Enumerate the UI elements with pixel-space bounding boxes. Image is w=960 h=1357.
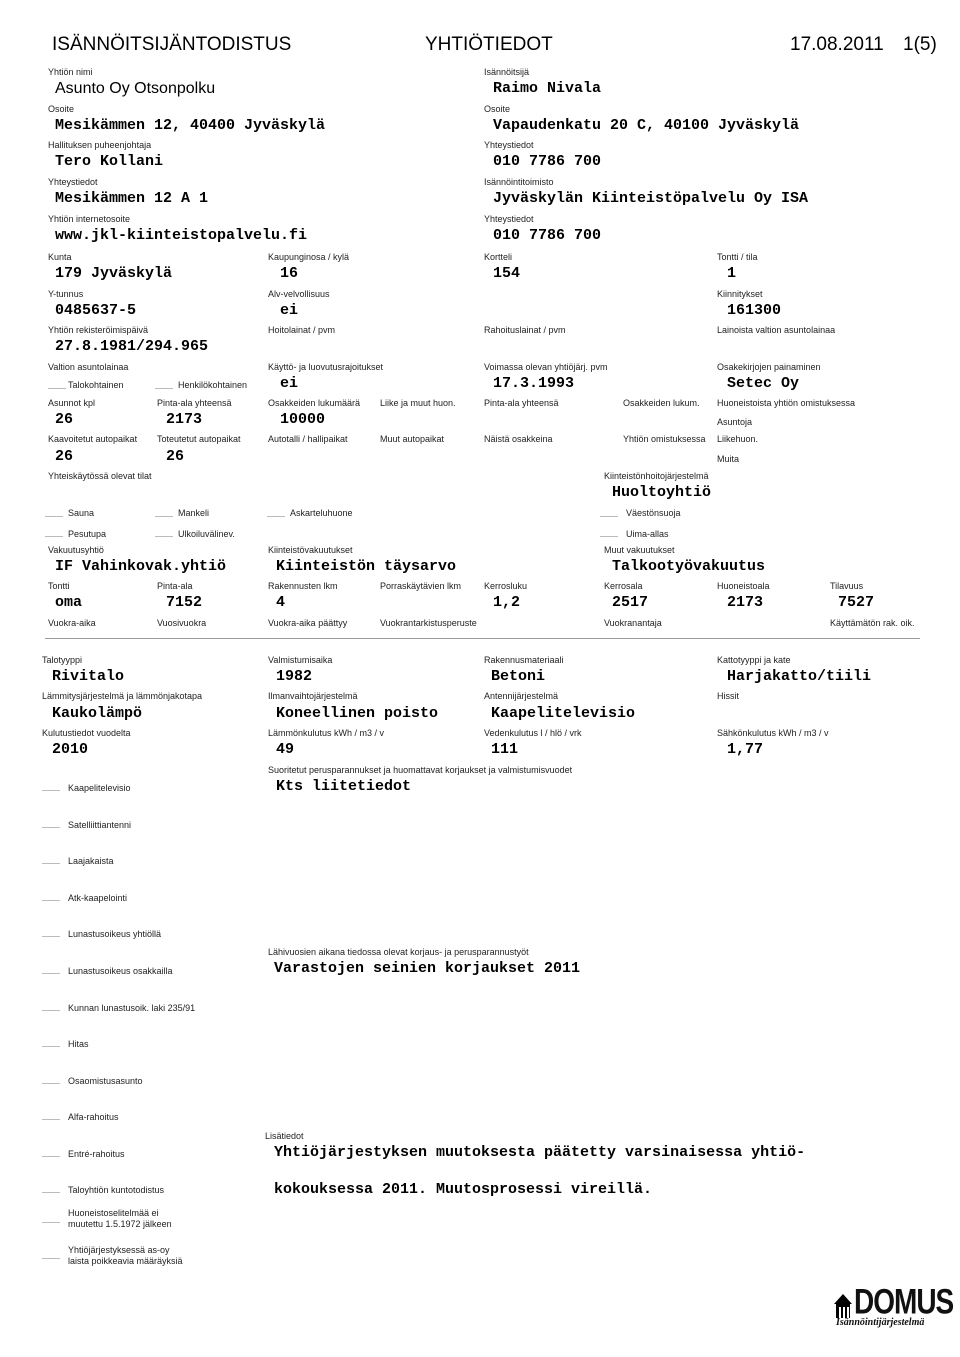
chair-value: Tero Kollani xyxy=(55,153,164,170)
rakennusten-label: Rakennusten lkm xyxy=(268,581,338,591)
tila-askartelu: Askarteluhuone xyxy=(290,508,353,518)
valtion-label: Valtion asuntolainaa xyxy=(48,362,129,372)
ytunnus-value: 0485637-5 xyxy=(55,302,137,319)
osakekirjat-value: Setec Oy xyxy=(727,375,800,392)
company-name-label: Yhtiön nimi xyxy=(48,67,93,77)
valmistuminen-value: 1982 xyxy=(276,668,313,685)
kunta-value: 179 Jyväskylä xyxy=(55,265,173,282)
liikehuon-label: Liikehuon. xyxy=(717,434,759,444)
page-number: 1(5) xyxy=(903,34,937,55)
check-huoneistoseloste-1: Huoneistoselitelmää ei xyxy=(68,1208,159,1218)
vakuutusyhtio-value: IF Vahinkovak.yhtiö xyxy=(55,558,227,575)
kiinteistovak-value: Kiinteistön täysarvo xyxy=(276,558,457,575)
henkilokohtainen-label: Henkilökohtainen xyxy=(178,380,248,390)
alv-value: ei xyxy=(280,302,299,319)
tilavuus-label: Tilavuus xyxy=(830,581,864,591)
tontti-value: 1 xyxy=(727,265,737,282)
perusparannukset-value: Kts liitetiedot xyxy=(276,778,412,795)
tilavuus-value: 7527 xyxy=(838,594,875,611)
manager-contact-label: Yhteystiedot xyxy=(484,140,534,150)
voimassa-label: Voimassa olevan yhtiöjärj. pvm xyxy=(484,362,608,372)
website-label: Yhtiön internetosoite xyxy=(48,214,131,224)
tila-ulkoiluvaline: Ulkoiluvälinev. xyxy=(178,529,235,539)
domus-logo xyxy=(832,1276,954,1330)
muut-vak-label: Muut vakuutukset xyxy=(604,545,675,555)
antenni-value: Kaapelitelevisio xyxy=(491,705,636,722)
toteutetut-label: Toteutetut autopaikat xyxy=(157,434,241,444)
check-lunastus-osakkailla: Lunastusoikeus osakkailla xyxy=(68,966,173,976)
check-entre: Entré-rahoitus xyxy=(68,1149,125,1159)
osakkeiden-lkm-label: Osakkeiden lukumäärä xyxy=(268,398,361,408)
check-kaapeli: Kaapelitelevisio xyxy=(68,783,131,793)
pintaala3-label: Pinta-ala xyxy=(157,581,193,591)
tontti-label: Tontti / tila xyxy=(717,252,758,262)
perusparannukset-label: Suoritetut perusparannukset ja huomattavat korjaukset ja valmistumisvuodet xyxy=(268,765,573,775)
yhtion-omist-label: Yhtiön omistuksessa xyxy=(623,434,706,444)
manager-address-value: Vapaudenkatu 20 C, 40100 Jyväskylä xyxy=(493,117,800,134)
kerrosala-label: Kerrosala xyxy=(604,581,643,591)
muut-autopaikat-label: Muut autopaikat xyxy=(380,434,445,444)
ytunnus-label: Y-tunnus xyxy=(48,289,84,299)
office-contact-value: 010 7786 700 xyxy=(493,227,602,244)
hoitolainat-label: Hoitolainat / pvm xyxy=(268,325,336,335)
kaupunginosa-label: Kaupunginosa / kylä xyxy=(268,252,350,262)
voimassa-value: 17.3.1993 xyxy=(493,375,575,392)
kulutus-label: Kulutustiedot vuodelta xyxy=(42,728,131,738)
manager-label: Isännöitsijä xyxy=(484,67,530,77)
toteutetut-value: 26 xyxy=(166,448,185,465)
vedenkulutus-value: 111 xyxy=(491,741,519,758)
liike-label: Liike ja muut huon. xyxy=(380,398,456,408)
huoneistoala-value: 2173 xyxy=(727,594,764,611)
manager-contact-value: 010 7786 700 xyxy=(493,153,602,170)
kortteli-label: Kortteli xyxy=(484,252,513,262)
hissit-label: Hissit xyxy=(717,691,739,701)
sahkonkulutus-label: Sähkönkulutus kWh / m3 / v xyxy=(717,728,829,738)
osakkeiden-lukum2-label: Osakkeiden lukum. xyxy=(623,398,700,408)
tontti2-value: oma xyxy=(55,594,83,611)
chair-contact-value: Mesikämmen 12 A 1 xyxy=(55,190,209,207)
check-satelliitti: Satelliittiantenni xyxy=(68,820,132,830)
antenni-label: Antennijärjestelmä xyxy=(484,691,559,701)
check-poikkeavia-2: laista poikkeavia määräyksiä xyxy=(68,1256,183,1266)
check-atk: Atk-kaapelointi xyxy=(68,893,128,903)
address-value: Mesikämmen 12, 40400 Jyväskylä xyxy=(55,117,326,134)
document-title: ISÄNNÖITSIJÄNTODISTUS xyxy=(52,34,292,55)
office-contact-label: Yhteystiedot xyxy=(484,214,534,224)
website-value: www.jkl-kiinteistopalvelu.fi xyxy=(55,227,308,244)
tila-vaestonsuoja: Väestönsuoja xyxy=(626,508,681,518)
huoneistoala-label: Huoneistoala xyxy=(717,581,770,591)
ilmanvaihto-value: Koneellinen poisto xyxy=(276,705,439,722)
rekisterointi-value: 27.8.1981/294.965 xyxy=(55,338,209,355)
kiinnitykset-label: Kiinnitykset xyxy=(717,289,763,299)
check-alfa: Alfa-rahoitus xyxy=(68,1112,119,1122)
vedenkulutus-label: Vedenkulutus l / hlö / vrk xyxy=(484,728,582,738)
vuosivuokra-label: Vuosivuokra xyxy=(157,618,207,628)
kortteli-value: 154 xyxy=(493,265,521,282)
muut-vak-value: Talkootyövakuutus xyxy=(612,558,766,575)
talotyyppi-value: Rivitalo xyxy=(52,668,125,685)
section-title: YHTIÖTIEDOT xyxy=(425,34,553,55)
alv-label: Alv-velvollisuus xyxy=(268,289,330,299)
asunnot-label: Asunnot kpl xyxy=(48,398,96,408)
manager-value: Raimo Nivala xyxy=(493,80,602,97)
lahivuosien-value: Varastojen seinien korjaukset 2011 xyxy=(274,960,581,977)
kayttamaton-label: Käyttämätön rak. oik. xyxy=(830,618,915,628)
lammonkulutus-label: Lämmönkulutus kWh / m3 / v xyxy=(268,728,385,738)
lammitys-value: Kaukolämpö xyxy=(52,705,143,722)
porras-label: Porraskäytävien lkm xyxy=(380,581,462,591)
kaytto-value: ei xyxy=(280,375,299,392)
lisatiedot-label: Lisätiedot xyxy=(265,1131,304,1141)
manager-address-label: Osoite xyxy=(484,104,511,114)
vakuutusyhtio-label: Vakuutusyhtiö xyxy=(48,545,104,555)
check-huoneistoseloste-2: muutettu 1.5.1972 jälkeen xyxy=(68,1219,172,1229)
asuntoja-label: Asuntoja xyxy=(717,417,753,427)
address-label: Osoite xyxy=(48,104,75,114)
logo-brand: DOMUS xyxy=(854,1282,954,1321)
vuokrantark-label: Vuokrantarkistusperuste xyxy=(380,618,477,628)
office-value: Jyväskylän Kiinteistöpalvelu Oy ISA xyxy=(493,190,809,207)
lammonkulutus-value: 49 xyxy=(276,741,295,758)
kattotyyppi-value: Harjakatto/tiili xyxy=(727,668,872,685)
kerrosluku-label: Kerrosluku xyxy=(484,581,528,591)
kattotyyppi-label: Kattotyyppi ja kate xyxy=(717,655,791,665)
autotalli-label: Autotalli / hallipaikat xyxy=(268,434,348,444)
kaavoitetut-label: Kaavoitetut autopaikat xyxy=(48,434,138,444)
check-poikkeavia-1: Yhtiöjärjestyksessä as-oy xyxy=(68,1245,170,1255)
document-date: 17.08.2011 xyxy=(790,34,884,55)
kerrosala-value: 2517 xyxy=(612,594,649,611)
kiinnitykset-value: 161300 xyxy=(727,302,782,319)
lahivuosien-label: Lähivuosien aikana tiedossa olevat korjaus- ja perusparannustyöt xyxy=(268,947,529,957)
muita-label: Muita xyxy=(717,454,740,464)
pintaala2-label: Pinta-ala yhteensä xyxy=(484,398,559,408)
hoitojarjestelma-value: Huoltoyhtiö xyxy=(612,484,712,501)
pintaala-value: 2173 xyxy=(166,411,203,428)
osakekirjat-label: Osakekirjojen painaminen xyxy=(717,362,821,372)
naista-label: Näistä osakkeina xyxy=(484,434,553,444)
tila-pesutupa: Pesutupa xyxy=(68,529,107,539)
rakennusten-value: 4 xyxy=(276,594,286,611)
tila-mankeli: Mankeli xyxy=(178,508,210,518)
check-laajakaista: Laajakaista xyxy=(68,856,114,866)
chair-contact-label: Yhteystiedot xyxy=(48,177,98,187)
asunnot-value: 26 xyxy=(55,411,74,428)
osakkeiden-lkm-value: 10000 xyxy=(280,411,326,428)
talokohtainen-label: Talokohtainen xyxy=(68,380,124,390)
kerrosluku-value: 1,2 xyxy=(493,594,521,611)
talotyyppi-label: Talotyyppi xyxy=(42,655,83,665)
tontti2-label: Tontti xyxy=(48,581,70,591)
lammitys-label: Lämmitysjärjestelmä ja lämmönjakotapa xyxy=(42,691,203,701)
check-kuntotodistus: Taloyhtiön kuntotodistus xyxy=(68,1185,165,1195)
rahoituslainat-label: Rahoituslainat / pvm xyxy=(484,325,566,335)
check-lunastus-yhtio: Lunastusoikeus yhtiöllä xyxy=(68,929,162,939)
kiinteistovak-label: Kiinteistövakuutukset xyxy=(268,545,353,555)
office-label: Isännöintitoimisto xyxy=(484,177,554,187)
kaupunginosa-value: 16 xyxy=(280,265,299,282)
logo-tagline: Isännöintijärjestelmä xyxy=(836,1317,925,1328)
check-osaomistus: Osaomistusasunto xyxy=(68,1076,143,1086)
lisatiedot-line-1: Yhtiöjärjestyksen muutoksesta päätetty varsinaisessa yhtiö- xyxy=(274,1144,806,1161)
pintaala-label: Pinta-ala yhteensä xyxy=(157,398,232,408)
yhteiskaytto-label: Yhteiskäytössä olevat tilat xyxy=(48,471,152,481)
check-kunnan: Kunnan lunastusoik. laki 235/91 xyxy=(68,1003,196,1013)
vuokra-paattyy-label: Vuokra-aika päättyy xyxy=(268,618,348,628)
hoitojarjestelma-label: Kiinteistönhoitojärjestelmä xyxy=(604,471,709,481)
lainoista-label: Lainoista valtion asuntolainaa xyxy=(717,325,836,335)
kaavoitetut-value: 26 xyxy=(55,448,74,465)
sahkonkulutus-value: 1,77 xyxy=(727,741,764,758)
pintaala3-value: 7152 xyxy=(166,594,203,611)
valmistuminen-label: Valmistumisaika xyxy=(268,655,333,665)
kaytto-label: Käyttö- ja luovutusrajoitukset xyxy=(268,362,384,372)
rakennusmat-value: Betoni xyxy=(491,668,546,685)
kulutus-value: 2010 xyxy=(52,741,89,758)
company-name: Asunto Oy Otsonpolku xyxy=(55,80,216,97)
ilmanvaihto-label: Ilmanvaihtojärjestelmä xyxy=(268,691,358,701)
rakennusmat-label: Rakennusmateriaali xyxy=(484,655,564,665)
vuokra-aika-label: Vuokra-aika xyxy=(48,618,96,628)
vuokranantaja-label: Vuokranantaja xyxy=(604,618,662,628)
huoneistoista-label: Huoneistoista yhtiön omistuksessa xyxy=(717,398,856,408)
lisatiedot-line-2: kokouksessa 2011. Muutosprosessi vireillä. xyxy=(274,1181,653,1198)
tila-uima: Uima-allas xyxy=(626,529,669,539)
tila-sauna: Sauna xyxy=(68,508,95,518)
chair-label: Hallituksen puheenjohtaja xyxy=(48,140,152,150)
kunta-label: Kunta xyxy=(48,252,72,262)
rekisterointi-label: Yhtiön rekisteröimispäivä xyxy=(48,325,149,335)
check-hitas: Hitas xyxy=(68,1039,89,1049)
